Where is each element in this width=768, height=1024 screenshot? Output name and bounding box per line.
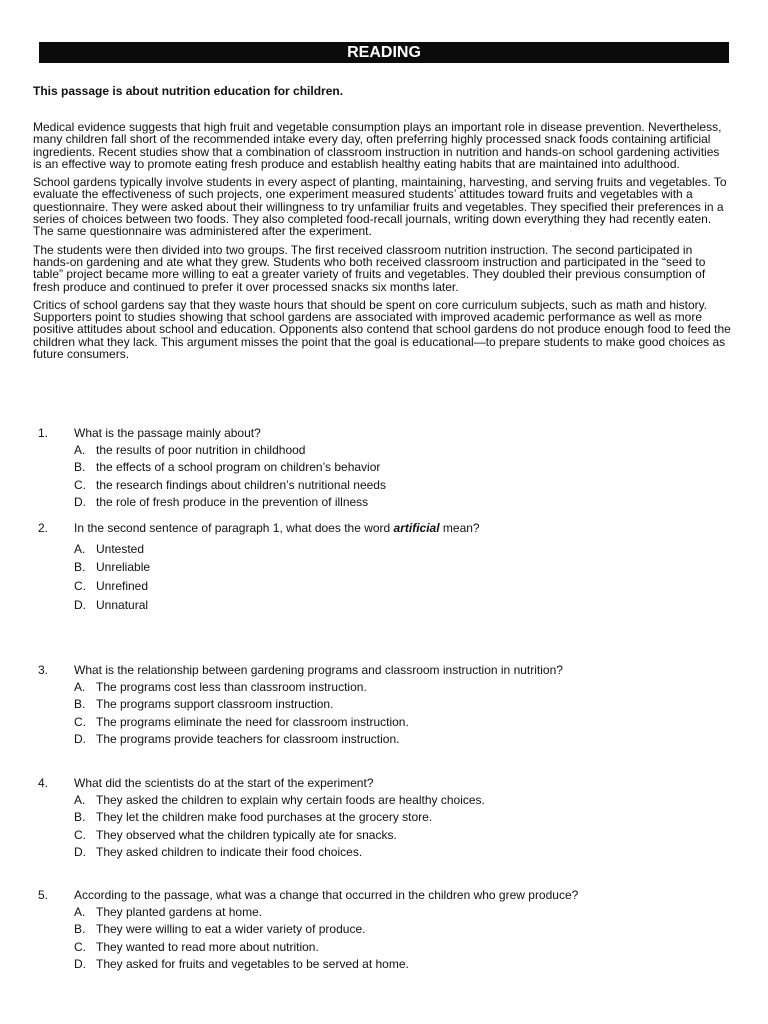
option-letter: B. (74, 460, 86, 475)
option-text: The programs support classroom instruction. (96, 697, 334, 712)
option-letter: D. (74, 957, 86, 972)
answer-option[interactable] (38, 826, 728, 844)
option-letter: C. (74, 579, 86, 593)
question-text: What did the scientists do at the start of the experiment? (74, 775, 374, 790)
option-letter: B. (74, 810, 86, 825)
question-5 (38, 886, 728, 973)
paragraph-4: Critics of school gardens say that they waste hours that should be spent on core curriculum subjects, such as math and history. Supporters point to studies showing that school gardens are associated with improved academic performance as well as more positive attitudes about school and education. Opponents also contend that school gardens do not produce enough food to feed the children what they lack. This argument misses the point that the goal is educational—to prepare students to make good choices as future consumers. (33, 297, 731, 362)
answer-option[interactable] (38, 577, 728, 596)
question-number: 5. (38, 887, 49, 902)
answer-option[interactable] (38, 921, 728, 939)
answer-option[interactable] (38, 956, 728, 974)
option-text: The programs eliminate the need for classroom instruction. (96, 714, 409, 729)
paragraph-2: School gardens typically involve students in every aspect of planting, maintaining, harvesting, and serving fruits and vegetables. To evaluate the effectiveness of such projects, one experiment measured students’ attitudes toward fruits and vegetables with a questionnaire. They were asked about their willingness to try unfamiliar fruits and vegetables. They specified their preferences in a series of choices between two foods. They also completed food-recall journals, writing down everything they had recently eaten. The same questionnaire was administered after the experiment. (33, 175, 727, 239)
answer-option[interactable] (38, 558, 728, 577)
option-text: Unrefined (96, 579, 149, 593)
option-text: They wanted to read more about nutrition. (96, 939, 319, 954)
answer-option[interactable] (38, 696, 728, 714)
answer-option[interactable] (38, 476, 728, 494)
answer-option[interactable] (38, 791, 728, 809)
answer-option[interactable] (38, 731, 728, 749)
option-letter: B. (74, 922, 86, 937)
option-text: They were willing to eat a wider variety of produce. (96, 922, 366, 937)
option-text: The programs cost less than classroom instruction. (96, 679, 367, 694)
option-text: Untested (96, 541, 145, 556)
keyword-artificial: artificial (393, 520, 440, 535)
answer-option[interactable] (38, 844, 728, 862)
answer-option[interactable] (38, 540, 728, 558)
section-title: READING (347, 44, 421, 61)
option-text: They asked for fruits and vegetables to be served at home. (96, 957, 409, 972)
question-number: 3. (38, 662, 49, 677)
question-4 (38, 774, 728, 861)
option-text: The programs provide teachers for classroom instruction. (96, 732, 400, 747)
option-text: Unnatural (96, 598, 149, 612)
paragraph-1: Medical evidence suggests that high fruit and vegetable consumption plays an important role in disease prevention. Nevertheless, many children fall short of the recommended intake every day, often preferring highly processed snack foods containing artificial ingredients. Recent studies show that a combination of classroom instruction in nutrition and hands-on school gardening activities is an effective way to promote eating fresh produce and establish healthy eating habits that are maintained into adulthood. (33, 120, 722, 171)
option-letter: C. (74, 939, 86, 954)
question-2 (38, 519, 728, 615)
option-text: They observed what the children typically ate for snacks. (96, 827, 397, 842)
reading-passage (33, 121, 731, 366)
option-text: Unreliable (96, 560, 151, 574)
option-letter: D. (74, 495, 86, 510)
option-letter: B. (74, 560, 86, 574)
option-text: They asked the children to explain why certain foods are healthy choices. (96, 792, 485, 807)
passage-intro: This passage is about nutrition education for children. (33, 84, 344, 98)
option-text: They asked children to indicate their food choices. (96, 845, 363, 860)
question-3 (38, 661, 728, 748)
question-number: 4. (38, 775, 49, 790)
option-letter: A. (74, 904, 86, 919)
option-text: the results of poor nutrition in childhood (96, 442, 306, 457)
question-1 (38, 424, 728, 511)
answer-option[interactable] (38, 713, 728, 731)
option-letter: D. (74, 732, 86, 747)
question-text-before: In the second sentence of paragraph 1, what does the word (74, 520, 394, 535)
answer-option[interactable] (38, 678, 728, 696)
option-text: They let the children make food purchases at the grocery store. (96, 810, 433, 825)
option-letter: A. (74, 792, 86, 807)
option-letter: D. (74, 598, 86, 612)
option-letter: C. (74, 827, 86, 842)
question-text (74, 521, 480, 535)
question-number: 1. (38, 425, 49, 440)
answer-option[interactable] (38, 809, 728, 827)
option-text: the role of fresh produce in the prevention of illness (96, 495, 369, 510)
option-text: the research findings about children’s nutritional needs (96, 477, 386, 492)
answer-option[interactable] (38, 459, 728, 477)
answer-option[interactable] (38, 903, 728, 921)
answer-option[interactable] (38, 441, 728, 459)
question-text: According to the passage, what was a change that occurred in the children who grew produce? (74, 887, 579, 902)
answer-option[interactable] (38, 494, 728, 512)
question-text: What is the passage mainly about? (74, 425, 261, 440)
option-text: the effects of a school program on children’s behavior (96, 460, 381, 475)
option-letter: D. (74, 845, 86, 860)
section-header (39, 42, 729, 63)
question-text: What is the relationship between gardening programs and classroom instruction in nutrition? (74, 662, 563, 677)
question-number: 2. (38, 520, 49, 535)
option-text: They planted gardens at home. (96, 904, 263, 919)
answer-option[interactable] (38, 938, 728, 956)
option-letter: A. (74, 442, 86, 457)
option-letter: C. (74, 714, 86, 729)
option-letter: C. (74, 477, 86, 492)
answer-option[interactable] (38, 596, 728, 615)
option-letter: A. (74, 541, 86, 556)
question-text-after: mean? (439, 520, 480, 535)
option-letter: A. (74, 679, 86, 694)
option-letter: B. (74, 697, 86, 712)
paragraph-3: The students were then divided into two groups. The first received classroom nutrition instruction. The second participated in hands-on gardening and ate what they grew. Students who both received classroom instruction and participated in the “seed to table” project became more willing to eat a greater variety of fruits and vegetables. They doubled their previous consumption of fresh produce and continued to prefer it over processed snacks six months later. (33, 242, 706, 294)
